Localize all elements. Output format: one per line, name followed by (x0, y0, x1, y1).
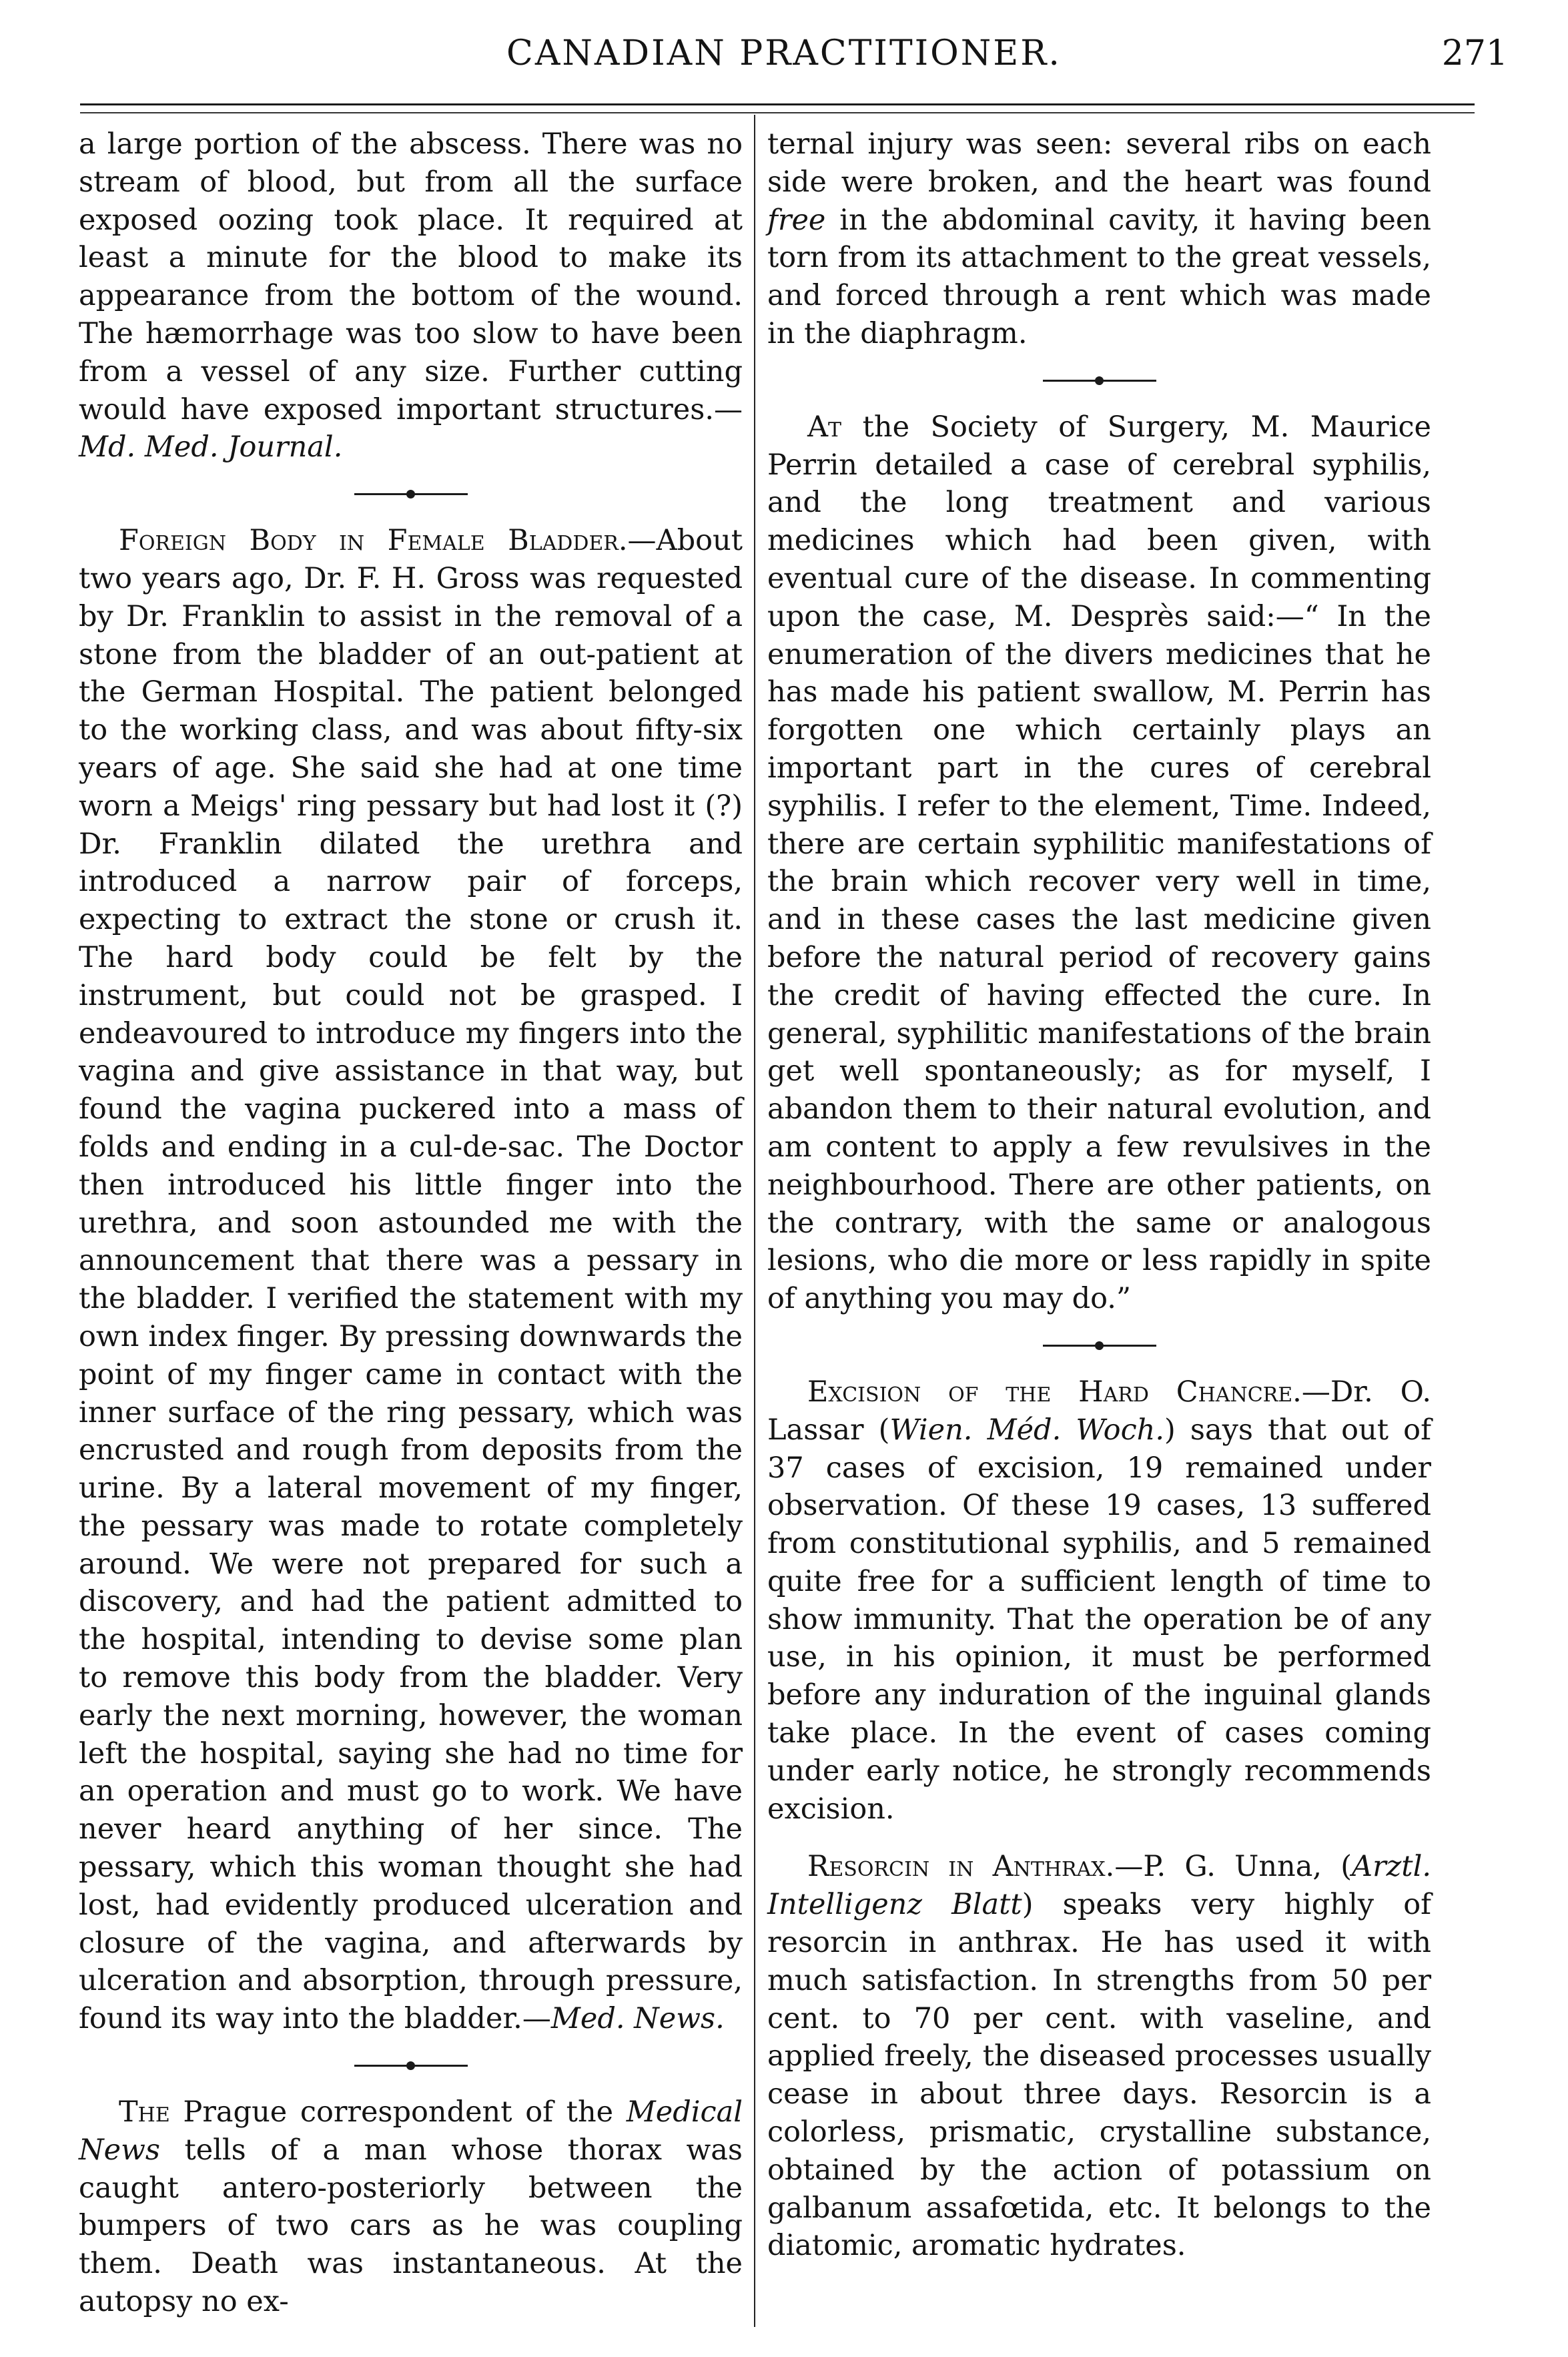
page-number: 271 (1441, 33, 1508, 73)
resorcin-source: Arztl. Intelligenz Blatt (767, 1850, 1431, 1922)
resorcin-text-b: ) speaks very highly of resorcin in anthrax. He has used it with much satisfaction. In strengths from 50 per cent. to 70 per cent. with vaseline, and applied freely, the diseased processes usually cease in about three days. Resorcin is a colorless, prismatic, crystalline substance, obtained by the action of potassium on galbanum assafœtida, etc. It belongs to the diatomic, aromatic hydrates. (767, 1888, 1432, 2263)
abscess-text: a large portion of the abscess. There was no stream of blood, but from all the surface exposed oozing took place. It required at least a minute for the blood to make its appearance from the bottom of the wound. The hæmorrhage was too slow to have been from a vessel of any size. Further cutting would have exposed important structures.— (79, 127, 743, 426)
abscess-paragraph (79, 125, 743, 466)
prague-lead: The (119, 2095, 170, 2129)
chancre-heading: Excision of the Hard Chancre. (807, 1375, 1302, 1409)
prague-text-b: tells of a man whose thorax was caught antero-posteriorly between the bumpers of two cars as he was coupling them. Death was instantaneous. At the autopsy no ex- (79, 2133, 743, 2319)
chancre-paragraph (767, 1373, 1431, 1828)
abscess-source: Md. Med. Journal. (79, 430, 343, 464)
prague-text-a: Prague correspondent of the (169, 2095, 627, 2129)
header-rule-thin (80, 112, 1475, 113)
prague-source: Medical News (79, 2095, 743, 2167)
section-separator (354, 493, 468, 495)
foreign-body-source: Med. News. (550, 2002, 725, 2036)
autopsy-paragraph (767, 125, 1431, 353)
page-header (0, 33, 1568, 87)
resorcin-paragraph (767, 1848, 1431, 2265)
column-divider (754, 115, 755, 2327)
surgery-society-lead: At (807, 410, 842, 444)
surgery-society-text: the Society of Surgery, M. Maurice Perrin detailed a case of cerebral syphilis, and the long treatment and various medicines which had been given, with eventual cure of the disease. In commenting upon the case, M. Desprès said:—“ In the enumeration of the divers medicines that he has made his patient swallow, M. Perrin has forgotten one which certainly plays an important part in the cures of cerebral syphilis. I refer to the element, Time. Indeed, there are certain syphilitic manifestations of the brain which recover very well in time, and in these cases the last medicine given before the natural period of recovery gains the credit of having effected the cure. In general, syphilitic manifestations of the brain get well spontaneously; as for myself, I abandon them to their natural evolution, and am content to apply a few revulsives in the neighbourhood. There are other patients, on the contrary, with the same or analogous lesions, who die more or less rapidly in spite of anything you may do.” (767, 410, 1431, 1316)
left-column (79, 125, 743, 2321)
resorcin-text-a: —P. G. Unna, ( (1114, 1850, 1352, 1884)
right-column (767, 125, 1431, 2265)
section-separator (354, 2065, 468, 2067)
header-rule (80, 103, 1475, 105)
running-title: CANADIAN PRACTITIONER. (506, 33, 1062, 73)
chancre-text-a: —Dr. O. Lassar ( (767, 1375, 1431, 1447)
resorcin-heading: Resorcin in Anthrax. (807, 1850, 1115, 1884)
autopsy-text-b: in the abdominal cavity, it having been torn from its attachment to the great vessels, and forced through a rent which was made in the diaphragm. (767, 203, 1431, 350)
autopsy-text-a: ternal injury was seen: several ribs on each side were broken, and the heart was found (767, 127, 1431, 199)
chancre-text-b: ) says that out of 37 cases of excision, 19 remained under observation. Of these 19 cases, 13 suffered from constitutional syphilis, and 5 remained quite free for a sufficient length of time to show immunity. That the operation be of any use, in his opinion, it must be performed before any induration of the inguinal glands take place. In the event of cases coming under early notice, he strongly recommends excision. (767, 1413, 1431, 1826)
section-separator (1043, 1345, 1156, 1347)
foreign-body-text: —About two years ago, Dr. F. H. Gross was requested by Dr. Franklin to assist in the removal of a stone from the bladder of an out-patient at the German Hospital. The patient belonged to the working class, and was about fifty-six years of age. She said she had at one time worn a Meigs' ring pessary but had lost it (?) Dr. Franklin dilated the urethra and introduced a narrow pair of forceps, expecting to extract the stone or crush it. The hard body could be felt by the instrument, but could not be grasped. I endeavoured to introduce my fingers into the vagina and give assistance in that way, but found the vagina puckered into a mass of folds and ending in a cul-de-sac. The Doctor then introduced his little finger into the urethra, and soon astounded me with the announcement that there was a pessary in the bladder. I verified the statement with my own index finger. By pressing downwards the point of my finger came in contact with the inner surface of the ring pessary, which was encrusted and rough from deposits from the urine. By a lateral movement of my finger, the pessary was made to rotate completely around. We were not prepared for such a discovery, and had the patient admitted to the hospital, intending to devise some plan to remove this body from the bladder. Very early the next morning, however, the woman left the hospital, saying she had no time for an operation and must go to work. We have never heard anything of her since. The pessary, which this woman thought she had lost, had evidently produced ulceration and closure of the vagina, and afterwards by ulceration and absorption, through pressure, found its way into the bladder.— (79, 524, 743, 2036)
chancre-source: Wien. Méd. Woch. (889, 1413, 1165, 1447)
foreign-body-heading: Foreign Body in Female Bladder. (119, 524, 628, 558)
surgery-society-paragraph (767, 408, 1431, 1318)
autopsy-free-word: free (767, 203, 826, 237)
section-separator (1043, 380, 1156, 382)
prague-paragraph (79, 2093, 743, 2321)
foreign-body-paragraph (79, 522, 743, 2038)
